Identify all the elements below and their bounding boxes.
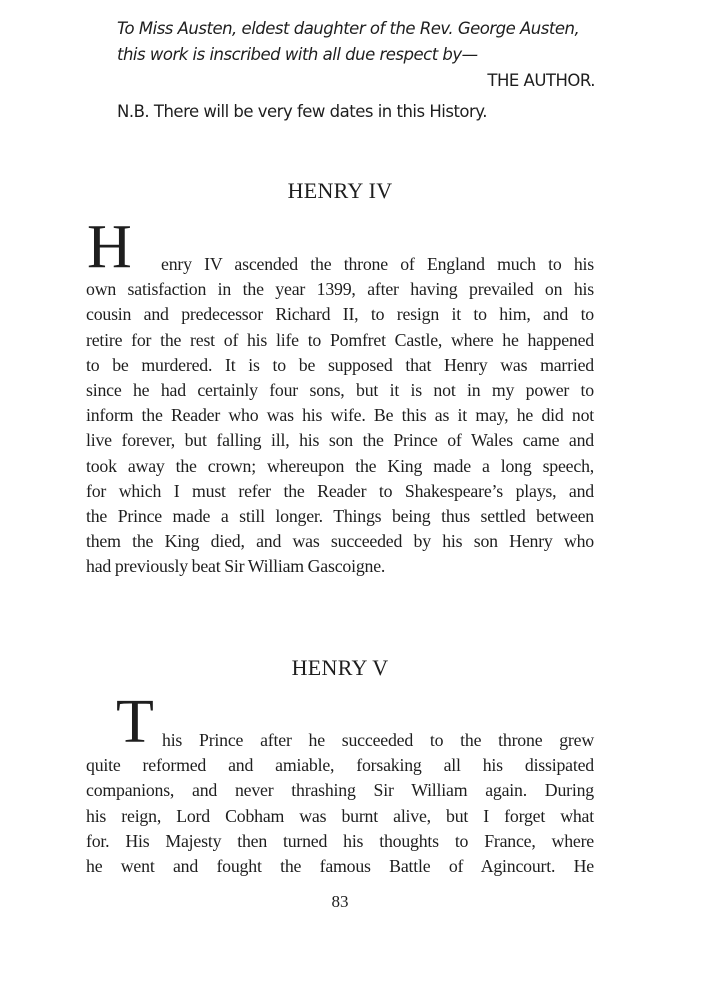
author-note: N.B. There will be very few dates in this History. bbox=[117, 102, 487, 121]
text-line: retire for the rest of his life to Pomfret Castle, where he happened bbox=[86, 329, 594, 350]
dedication bbox=[117, 16, 595, 94]
text-line: quite reformed and amiable, forsaking all his dissipated bbox=[86, 755, 594, 776]
drop-cap: H bbox=[87, 213, 132, 281]
text-line: them the King died, and was succeeded by his son Henry who bbox=[86, 531, 594, 552]
text-line: own satisfaction in the year 1399, after having prevailed on his bbox=[86, 279, 594, 300]
chapter-paragraph bbox=[86, 213, 594, 579]
text-line: for which I must refer the Reader to Shakespeare’s plays, and bbox=[86, 480, 594, 501]
text-line: enry IV ascended the throne of England much to his bbox=[161, 254, 594, 274]
text-line: companions, and never thrashing Sir William again. During bbox=[86, 780, 594, 801]
chapter-title: HENRY V bbox=[291, 655, 389, 680]
text-line: to be murdered. It is to be supposed that Henry was married bbox=[86, 354, 594, 375]
dedication-signature: THE AUTHOR. bbox=[487, 71, 595, 90]
page-number: 83 bbox=[331, 892, 349, 911]
text-line: cousin and predecessor Richard II, to resign it to him, and to bbox=[86, 304, 594, 325]
drop-cap: T bbox=[116, 688, 154, 756]
text-line: had previously beat Sir William Gascoigne. bbox=[86, 556, 386, 577]
chapter-paragraph bbox=[86, 688, 594, 879]
text-line: took away the crown; whereupon the King made a long speech, bbox=[86, 455, 594, 476]
text-line: inform the Reader who was his wife. Be this as it may, he did not bbox=[86, 405, 594, 426]
text-line: his Prince after he succeeded to the throne grew bbox=[162, 730, 594, 750]
dedication-line: To Miss Austen, eldest daughter of the Rev. George Austen, bbox=[117, 19, 580, 38]
text-line: his reign, Lord Cobham was burnt alive, but I forget what bbox=[86, 805, 594, 826]
text-line: live forever, but falling ill, his son the Prince of Wales came and bbox=[86, 430, 594, 451]
chapter-title: HENRY IV bbox=[287, 178, 393, 203]
dedication-line: this work is inscribed with all due respect by— bbox=[117, 45, 478, 64]
text-line: for. His Majesty then turned his thoughts to France, where bbox=[86, 830, 594, 851]
text-line: since he had certainly four sons, but it is not in my power to bbox=[86, 379, 594, 400]
text-line: he went and fought the famous Battle of Agincourt. He bbox=[86, 855, 594, 876]
text-line: the Prince made a still longer. Things being thus settled between bbox=[86, 505, 594, 526]
